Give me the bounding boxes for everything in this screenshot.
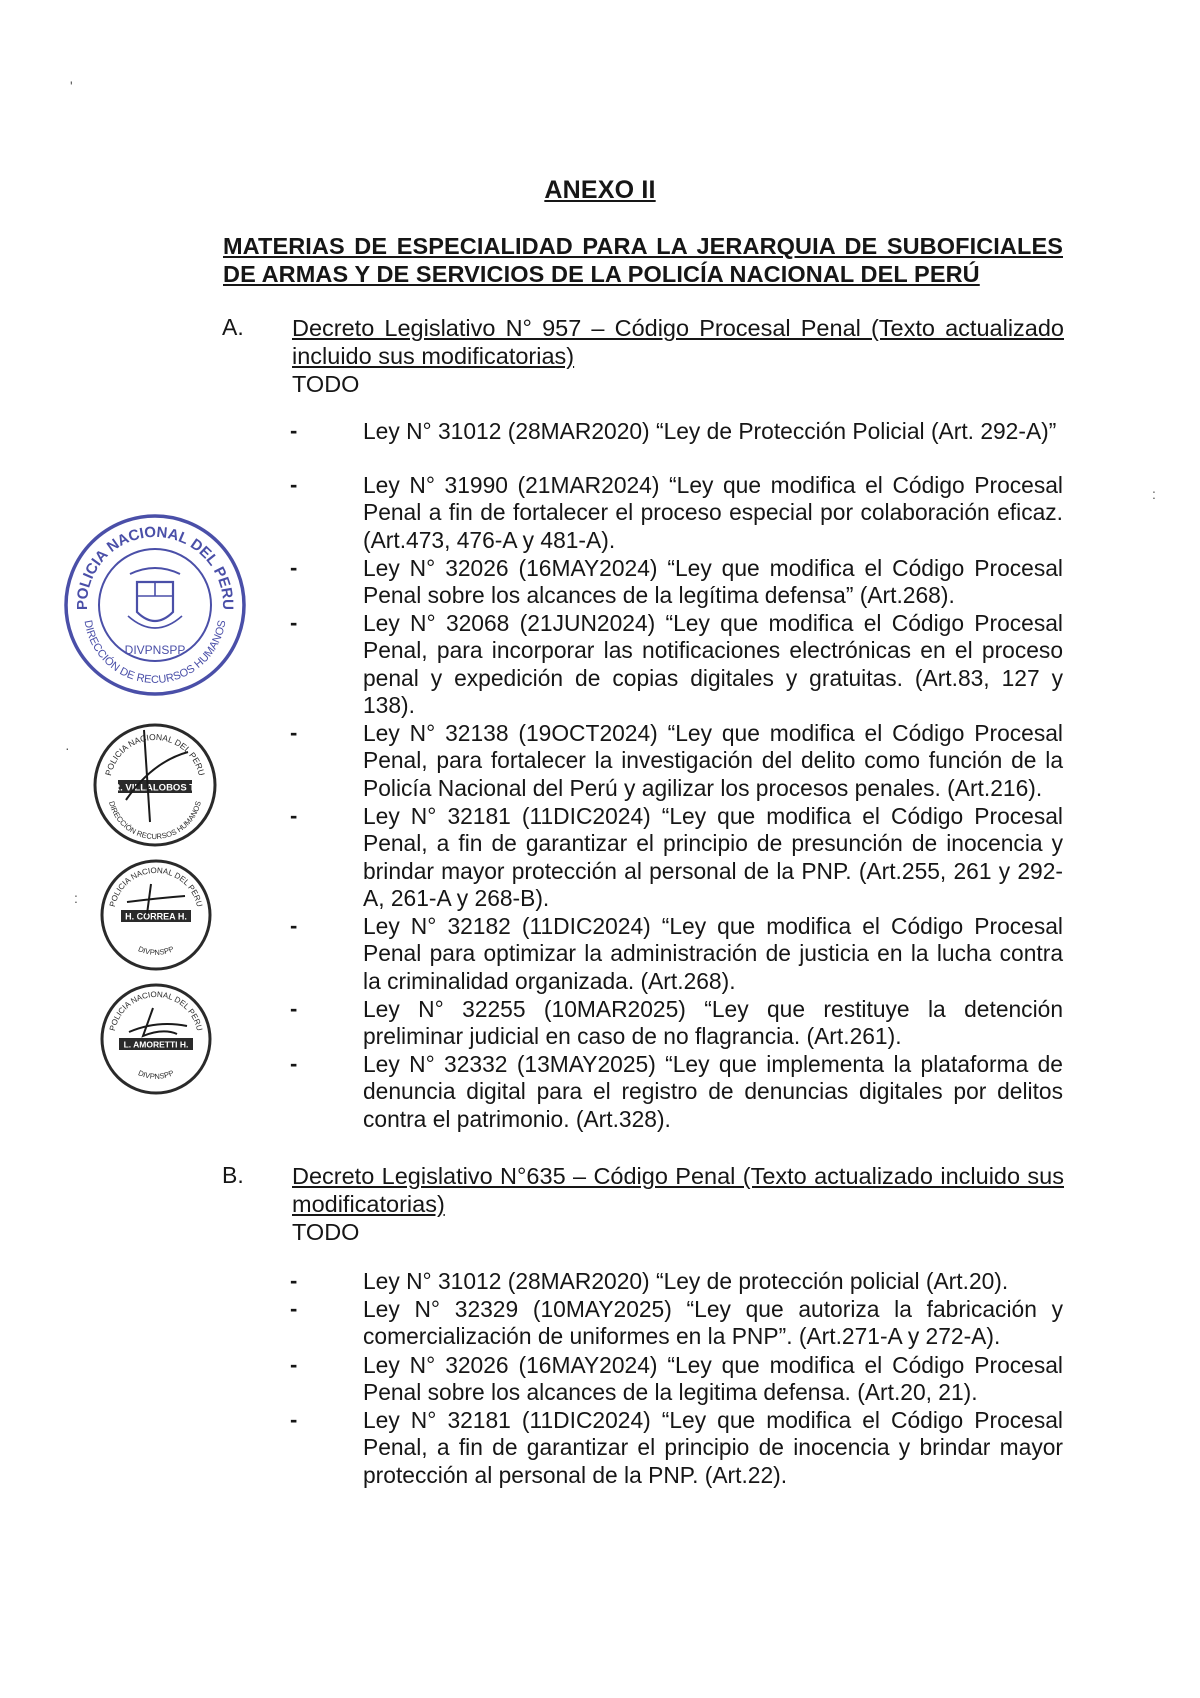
list-bullet: - <box>290 418 298 443</box>
document-title: ANEXO II <box>544 176 656 204</box>
list-bullet: - <box>290 1296 298 1321</box>
section-heading: Decreto Legislativo N° 957 – Código Procesal Penal (Texto actualizado incluido sus modificatorias) <box>292 315 1064 369</box>
svg-text:R. VILLALOBOS T.: R. VILLALOBOS T. <box>113 782 197 794</box>
law-text: Ley N° 32068 (21JUN2024) “Ley que modifica el Código Procesal Penal, para incorporar las notificaciones electrónicas en el proceso penal y expedición de copias digitales y gratuitas. (Art.83, 127 y 138). <box>363 610 1063 719</box>
section-scope: TODO <box>292 1219 360 1245</box>
law-text: Ley N° 32181 (11DIC2024) “Ley que modifica el Código Procesal Penal, a fin de garantizar el principio de inocencia y brindar mayor protección al personal de la PNP. (Art.22). <box>363 1407 1063 1488</box>
svg-text:DIVPNSPP: DIVPNSPP <box>136 1068 176 1081</box>
list-bullet: - <box>290 913 298 938</box>
scan-speck: : <box>1152 486 1156 502</box>
list-bullet: - <box>290 1268 298 1293</box>
list-bullet: - <box>290 610 298 635</box>
signature-stamp <box>99 982 213 1096</box>
signature-stamp <box>99 858 213 972</box>
law-text: Ley N° 31012 (28MAR2020) “Ley de Protección Policial (Art. 292-A)” <box>363 418 1057 444</box>
law-text: Ley N° 31990 (21MAR2024) “Ley que modifica el Código Procesal Penal a fin de fortalecer el proceso especial por colaboración eficaz. (Art.473, 476-A y 481-A). <box>363 472 1063 553</box>
list-bullet: - <box>290 1352 298 1377</box>
list-bullet: - <box>290 803 298 828</box>
svg-text:POLICIA NACIONAL DEL PERU: POLICIA NACIONAL DEL PERU <box>103 731 207 777</box>
signature-stamp <box>92 722 218 848</box>
svg-text:DIRECCIÓN RECURSOS HUMANOS: DIRECCIÓN RECURSOS HUMANOS <box>107 800 203 842</box>
law-text: Ley N° 31012 (28MAR2020) “Ley de protección policial (Art.20). <box>363 1268 1009 1294</box>
section-letter: B. <box>222 1162 244 1188</box>
law-text: Ley N° 32181 (11DIC2024) “Ley que modifica el Código Procesal Penal, a fin de garantizar el principio de presunción de inocencia y brindar mayor protección al personal de la PNP. (Art.255, 261 y 292-A, 261-A y 268-B). <box>363 803 1063 912</box>
svg-text:POLICIA NACIONAL DEL PERU: POLICIA NACIONAL DEL PERU <box>107 865 205 908</box>
law-text: Ley N° 32329 (10MAY2025) “Ley que autoriza la fabricación y comercialización de uniformes en la PNP”. (Art.271-A y 272-A). <box>363 1296 1063 1350</box>
law-text: Ley N° 32138 (19OCT2024) “Ley que modifica el Código Procesal Penal, para fortalecer la investigación del delito como función de la Policía Nacional del Perú y agilizar los procesos penales. (Art.216). <box>363 720 1063 801</box>
law-text: Ley N° 32255 (10MAR2025) “Ley que restituye la detención preliminar judicial en caso de no flagrancia. (Art.261). <box>363 996 1063 1050</box>
law-text: Ley N° 32026 (16MAY2024) “Ley que modifica el Código Procesal Penal sobre los alcances de la legítima defensa” (Art.268). <box>363 555 1063 609</box>
section-scope: TODO <box>292 371 360 397</box>
svg-text:DIVPNSPP: DIVPNSPP <box>136 944 176 957</box>
signature-stamp-graphic <box>99 858 213 972</box>
svg-text:H. CORREA H.: H. CORREA H. <box>125 911 187 922</box>
list-bullet: - <box>290 1051 298 1076</box>
scan-speck: : <box>74 890 78 906</box>
section-heading: Decreto Legislativo N°635 – Código Penal (Texto actualizado incluido sus modificatorias) <box>292 1163 1064 1217</box>
scan-speck: ' <box>70 78 73 94</box>
law-text: Ley N° 32182 (11DIC2024) “Ley que modifica el Código Procesal Penal para optimizar la administración de justicia en la lucha contra la criminalidad organizada. (Art.268). <box>363 913 1063 994</box>
list-bullet: - <box>290 996 298 1021</box>
svg-text:POLICIA NACIONAL DEL PERU: POLICIA NACIONAL DEL PERU <box>107 989 205 1032</box>
list-bullet: - <box>290 472 298 497</box>
svg-text:POLICIA NACIONAL DEL PERU: POLICIA NACIONAL DEL PERU <box>73 523 237 611</box>
section-letter: A. <box>222 314 244 340</box>
signature-stamp-graphic <box>99 982 213 1096</box>
police-seal <box>62 512 248 698</box>
coat-of-arms-icon <box>128 568 182 628</box>
list-bullet: - <box>290 555 298 580</box>
handwritten-signature <box>127 884 185 914</box>
list-bullet: - <box>290 1407 298 1432</box>
list-bullet: - <box>290 720 298 745</box>
svg-text:DIVPNSPP: DIVPNSPP <box>124 643 186 657</box>
svg-text:DIRECCIÓN DE RECURSOS HUMANOS: DIRECCIÓN DE RECURSOS HUMANOS <box>81 619 229 686</box>
handwritten-signature <box>129 1008 187 1036</box>
law-text: Ley N° 32332 (13MAY2025) “Ley que implementa la plataforma de denuncia digital para el registro de denuncias digitales por delitos contra el patrimonio. (Art.328). <box>363 1051 1063 1132</box>
document-subtitle: MATERIAS DE ESPECIALIDAD PARA LA JERARQUIA DE SUBOFICIALES DE ARMAS Y DE SERVICIOS DE LA POLICÍA NACIONAL DEL PERÚ <box>223 233 1063 287</box>
police-seal-graphic <box>62 512 248 698</box>
scan-speck: · <box>65 740 70 756</box>
law-text: Ley N° 32026 (16MAY2024) “Ley que modifica el Código Procesal Penal sobre los alcances de la legitima defensa. (Art.20, 21). <box>363 1352 1063 1406</box>
signature-stamp-graphic <box>92 722 218 848</box>
svg-text:L. AMORETTI H.: L. AMORETTI H. <box>123 1039 189 1050</box>
